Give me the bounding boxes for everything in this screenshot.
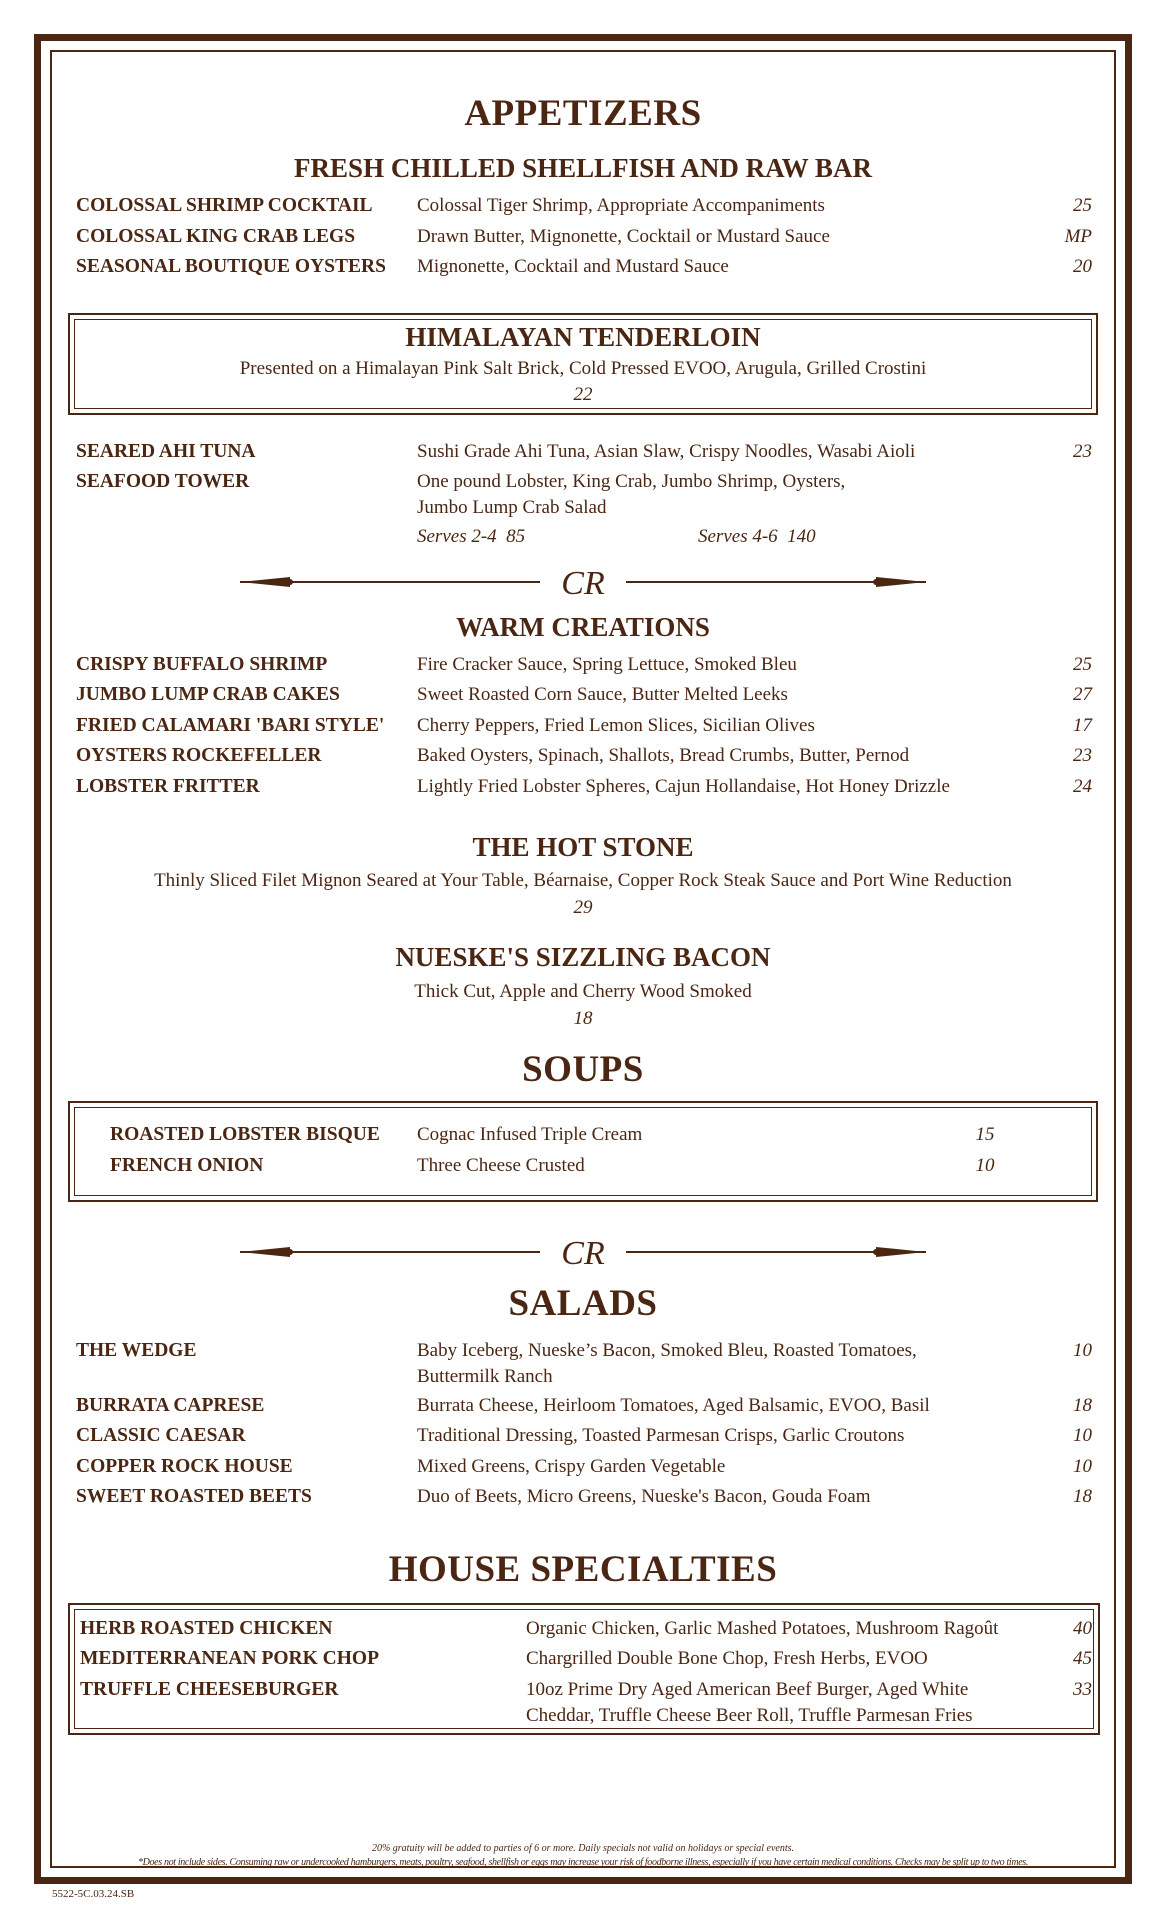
item-name: CRISPY BUFFALO SHRIMP [76,654,328,675]
item-price: 18 [1073,1395,1092,1416]
item-price: 23 [1073,745,1092,766]
item-desc: Cheddar, Truffle Cheese Beer Roll, Truffle Parmesan Fries [526,1705,973,1726]
item-name: COLOSSAL KING CRAB LEGS [76,226,356,247]
item-name: COLOSSAL SHRIMP COCKTAIL [76,195,373,216]
item-price: 24 [1073,776,1092,797]
item-desc: Sushi Grade Ahi Tuna, Asian Slaw, Crispy Noodles, Wasabi Aioli [417,441,916,462]
menu-code: 5522-5C.03.24.SB [52,1888,135,1900]
hot-stone-price: 29 [573,897,593,918]
item-name: SEAFOOD TOWER [76,471,250,492]
serves-large: Serves 4-6 140 [698,526,816,547]
item-name: TRUFFLE CHEESEBURGER [80,1679,339,1700]
item-name: SEASONAL BOUTIQUE OYSTERS [76,256,386,277]
item-desc: One pound Lobster, King Crab, Jumbo Shrimp, Oysters, [417,471,846,492]
item-desc: Colossal Tiger Shrimp, Appropriate Accompaniments [417,195,825,216]
appetizers-title: APPETIZERS [464,93,702,134]
item-desc: Duo of Beets, Micro Greens, Nueske's Bacon, Gouda Foam [417,1486,871,1507]
hot-stone-title: THE HOT STONE [472,832,694,862]
himalayan-title: HIMALAYAN TENDERLOIN [405,322,761,352]
item-name: OYSTERS ROCKEFELLER [76,745,322,766]
health-disclaimer: *Does not include sides. Consuming raw or undercooked hamburgers, meats, poultry, seafood, shellfish or eggs may increase your risk of foodborne illness, especially if you have certain medical conditions. Checks may be split up to two times. [138,1857,1028,1868]
item-desc: Lightly Fried Lobster Spheres, Cajun Hollandaise, Hot Honey Drizzle [417,776,950,797]
item-name: JUMBO LUMP CRAB CAKES [76,684,340,705]
item-name: LOBSTER FRITTER [76,776,260,797]
cr-logo: CR [561,1235,605,1272]
item-price: 10 [975,1155,995,1176]
item-name: SWEET ROASTED BEETS [76,1486,312,1507]
item-price: 25 [1073,654,1092,675]
soups-box [68,1101,1098,1202]
item-price: 33 [1073,1679,1092,1700]
himalayan-desc: Presented on a Himalayan Pink Salt Brick, Cold Pressed EVOO, Arugula, Grilled Crostini [239,358,927,379]
item-desc: Drawn Butter, Mignonette, Cocktail or Mustard Sauce [417,226,830,247]
item-name: COPPER ROCK HOUSE [76,1456,293,1477]
warm-title: WARM CREATIONS [456,612,710,642]
item-desc: Baked Oysters, Spinach, Shallots, Bread Crumbs, Butter, Pernod [417,745,910,766]
item-desc: Cherry Peppers, Fried Lemon Slices, Sicilian Olives [417,715,815,736]
item-desc: Mixed Greens, Crispy Garden Vegetable [417,1456,726,1477]
item-price: 40 [1073,1618,1092,1639]
item-price: 23 [1073,441,1092,462]
item-price: 17 [1073,715,1092,736]
item-price: 10 [1073,1340,1092,1361]
hot-stone-desc: Thinly Sliced Filet Mignon Seared at Your Table, Béarnaise, Copper Rock Steak Sauce and Port Wine Reduction [154,870,1012,891]
item-desc: Sweet Roasted Corn Sauce, Butter Melted Leeks [417,684,788,705]
item-desc: 10oz Prime Dry Aged American Beef Burger, Aged White [526,1679,969,1700]
salads-title: SALADS [508,1283,658,1324]
ornament-divider [240,1232,926,1272]
item-desc: Baby Iceberg, Nueske’s Bacon, Smoked Bleu, Roasted Tomatoes, [417,1340,917,1361]
item-name: ROASTED LOBSTER BISQUE [110,1124,380,1145]
item-desc: Burrata Cheese, Heirloom Tomatoes, Aged Balsamic, EVOO, Basil [417,1395,930,1416]
serves-small: Serves 2-4 85 [417,526,526,547]
item-price: 15 [975,1124,995,1145]
himalayan-price: 22 [573,384,593,405]
bacon-title: NUESKE'S SIZZLING BACON [395,942,771,972]
item-name: BURRATA CAPRESE [76,1395,265,1416]
item-desc: Cognac Infused Triple Cream [417,1124,643,1145]
item-price: MP [1064,226,1092,247]
item-price: 25 [1073,195,1092,216]
item-desc: Fire Cracker Sauce, Spring Lettuce, Smoked Bleu [417,654,797,675]
specialties-title: HOUSE SPECIALTIES [388,1549,778,1590]
item-name: CLASSIC CAESAR [76,1425,246,1446]
item-desc: Organic Chicken, Garlic Mashed Potatoes, Mushroom Ragoût [526,1618,999,1639]
cr-logo: CR [561,565,605,602]
item-desc: Mignonette, Cocktail and Mustard Sauce [417,256,729,277]
item-name: THE WEDGE [76,1340,197,1361]
item-price: 18 [1073,1486,1092,1507]
item-price: 27 [1073,684,1092,705]
item-price: 10 [1073,1456,1092,1477]
item-desc: Chargrilled Double Bone Chop, Fresh Herbs, EVOO [526,1648,928,1669]
item-price: 10 [1073,1425,1092,1446]
soups-title: SOUPS [522,1049,644,1090]
bacon-desc: Thick Cut, Apple and Cherry Wood Smoked [414,981,752,1002]
gratuity-note: 20% gratuity will be added to parties of 6 or more. Daily specials not valid on holidays or special events. [371,1843,795,1854]
bacon-price: 18 [573,1008,593,1029]
item-desc: Buttermilk Ranch [417,1366,553,1387]
item-name: FRIED CALAMARI 'BARI STYLE' [76,715,385,736]
item-price: 45 [1073,1648,1092,1669]
ornament-divider [240,562,926,602]
item-desc: Traditional Dressing, Toasted Parmesan Crisps, Garlic Croutons [417,1425,905,1446]
item-price: 20 [1073,256,1092,277]
item-name: FRENCH ONION [110,1155,264,1176]
item-desc: Three Cheese Crusted [417,1155,585,1176]
raw-bar-title: FRESH CHILLED SHELLFISH AND RAW BAR [294,153,872,183]
item-desc: Jumbo Lump Crab Salad [417,497,607,518]
item-name: MEDITERRANEAN PORK CHOP [80,1648,380,1669]
item-name: SEARED AHI TUNA [76,441,256,462]
item-name: HERB ROASTED CHICKEN [80,1618,333,1639]
